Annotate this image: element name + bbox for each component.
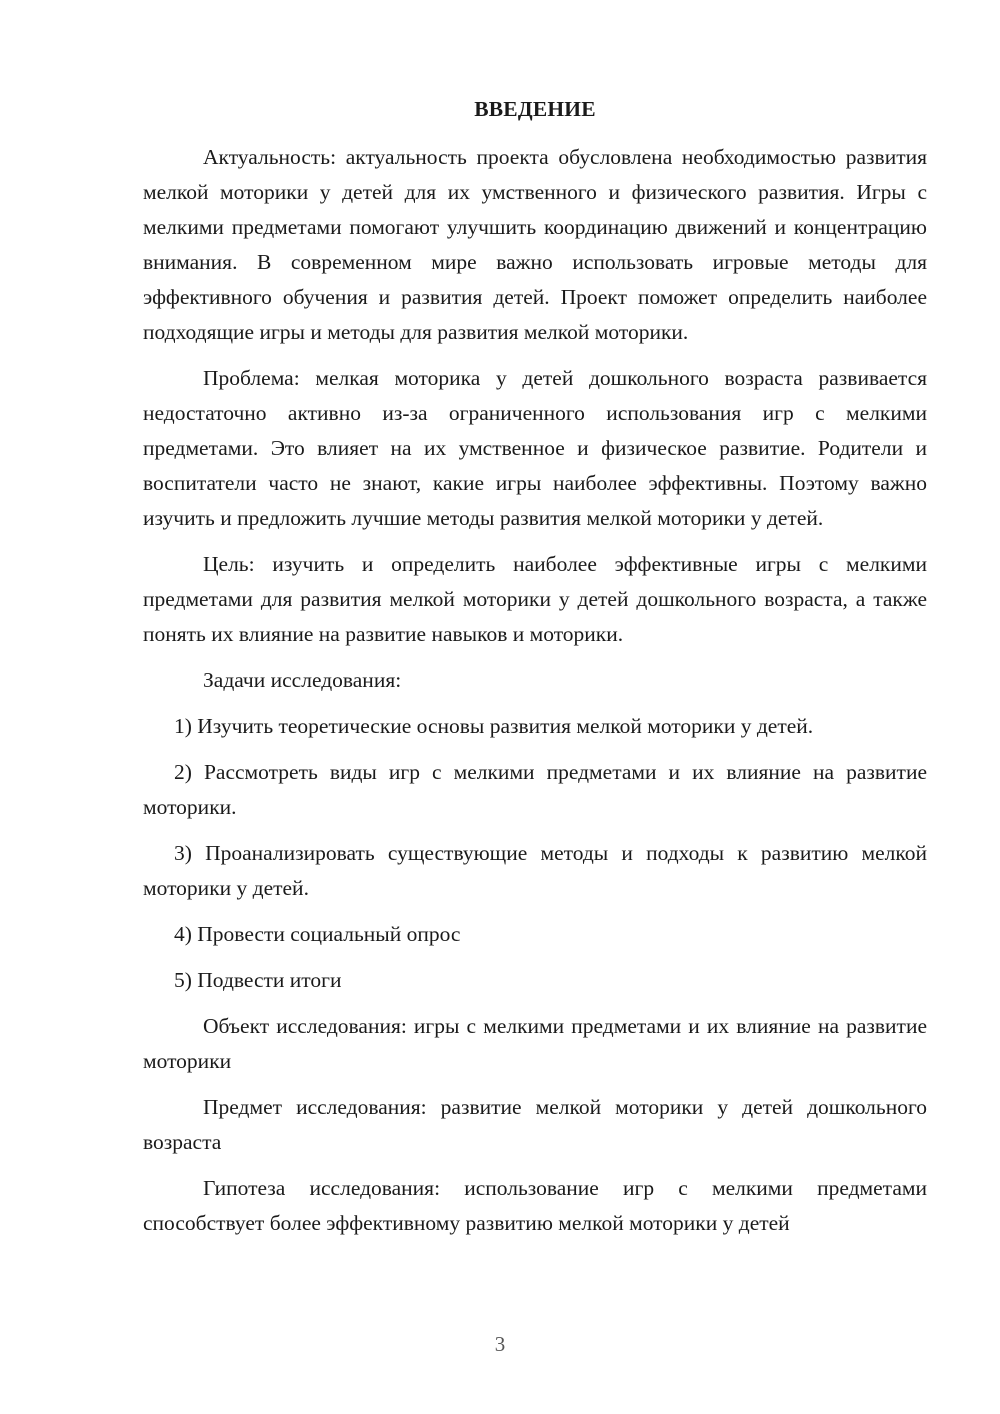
goal-paragraph: Цель: изучить и определить наиболее эффективные игры с мелкими предметами для развития мелкой моторики у детей дошкольного возраста, а также понять их влияние на развитие навыков и моторики. — [143, 552, 927, 646]
list-item: 4) Провести социальный опрос — [174, 922, 461, 946]
object-paragraph: Объект исследования: игры с мелкими предметами и их влияние на развитие моторики — [143, 1014, 927, 1073]
list-item: 3) Проанализировать существующие методы и подходы к развитию мелкой моторики у детей. — [143, 841, 927, 900]
subject-paragraph: Предмет исследования: развитие мелкой моторики у детей дошкольного возраста — [143, 1095, 927, 1154]
list-item: 2) Рассмотреть виды игр с мелкими предметами и их влияние на развитие моторики. — [143, 760, 927, 819]
hypothesis-paragraph: Гипотеза исследования: использование игр с мелкими предметами способствует более эффективному развитию мелкой моторики у детей — [143, 1176, 927, 1235]
list-item: 1) Изучить теоретические основы развития мелкой моторики у детей. — [174, 714, 814, 738]
tasks-list — [143, 709, 927, 998]
problem-paragraph: Проблема: мелкая моторика у детей дошкольного возраста развивается недостаточно активно из-за ограниченного использования игр с мелкими предметами. Это влияет на их умственное и физическое развитие. Родители и воспитатели часто не знают, какие игры наиболее эффективны. Поэтому важно изучить и предложить лучшие методы развития мелкой моторики у детей. — [143, 366, 927, 530]
tasks-heading: Задачи исследования: — [203, 668, 402, 692]
page-number: 3 — [494, 1332, 506, 1356]
list-item: 5) Подвести итоги — [174, 968, 342, 992]
document-page — [143, 92, 927, 1241]
page-title: ВВЕДЕНИЕ — [474, 97, 596, 121]
relevance-paragraph: Актуальность: актуальность проекта обусловлена необходимостью развития мелкой моторики у детей для их умственного и физического развития. Игры с мелкими предметами помогают улучшить координацию движений и концентрацию внимания. В современном мире важно использовать игровые методы для эффективного обучения и развития детей. Проект поможет определить наиболее подходящие игры и методы для развития мелкой моторики. — [143, 145, 927, 344]
